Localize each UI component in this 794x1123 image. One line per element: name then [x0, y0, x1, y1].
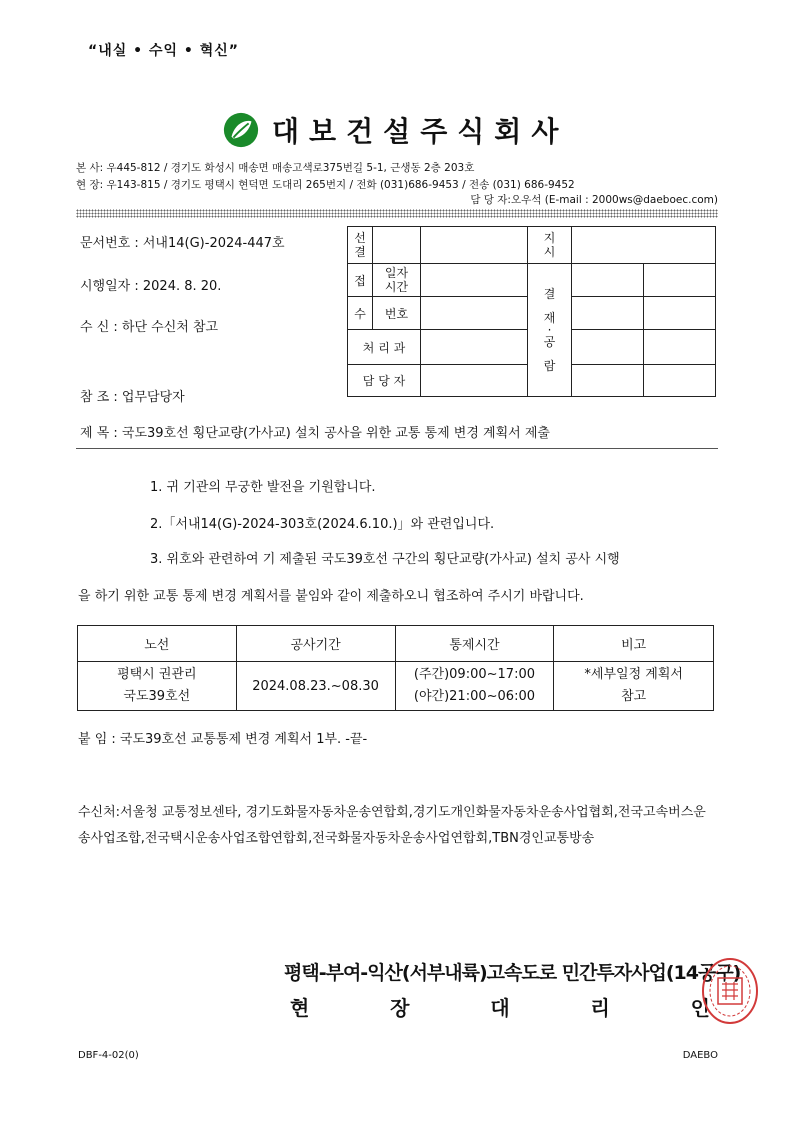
- gyeoljae-cell: [572, 365, 644, 397]
- cheori-cell: [421, 330, 528, 365]
- paragraph-2: 2.「서내14(G)-2024-303호(2024.6.10.)」와 관련입니다.: [150, 517, 495, 532]
- sungyeol-cell: [421, 227, 528, 264]
- hq-address: 본 사: 우445-812 / 경기도 화성시 매송면 매송고색로375번길 5-1, 근생동 2층 203호: [76, 162, 475, 174]
- header-note: 비고: [554, 626, 714, 662]
- issuer-char: 대: [490, 996, 510, 1020]
- doc-recipient: 수 신 : 하단 수신처 참고: [80, 320, 219, 335]
- jisi-label: 지 시: [528, 227, 572, 264]
- header-period: 공사기간: [236, 626, 395, 662]
- paragraph-1: 1. 귀 기관의 무궁한 발전을 기원합니다.: [150, 480, 376, 495]
- time-line: (주간)09:00~17:00: [413, 667, 535, 682]
- leaf-logo-icon: [222, 111, 260, 149]
- damdang-label: 담 당 자: [348, 365, 421, 397]
- time-cell: [395, 662, 554, 711]
- su-label: 수: [348, 297, 373, 330]
- approval-table: [347, 226, 716, 397]
- note-cell: [554, 662, 714, 711]
- route-line: 국도39호선: [123, 689, 191, 704]
- doc-number: 문서번호 : 서내14(G)-2024-447호: [80, 236, 285, 251]
- issuer-project: 평택-부여-익산(서부내륙)고속도로 민간투자사업(14공구): [284, 962, 741, 984]
- site-address: 현 장: 우143-815 / 경기도 평택시 현덕면 도대리 265번지 / 전화 (031)686-9453 / 전송 (031) 686-9452: [76, 179, 575, 191]
- note-line: *세부일정 계획서: [584, 667, 683, 682]
- route-cell: [78, 662, 237, 711]
- gyeoljae-cell: [644, 330, 716, 365]
- red-seal-icon: [700, 956, 760, 1026]
- ilja-label: 일자 시간: [373, 264, 421, 297]
- company-header: [222, 110, 568, 150]
- cheori-label: 처 리 과: [348, 330, 421, 365]
- gyeoljae-cell: [644, 365, 716, 397]
- footer-brand: DAEBO: [682, 1050, 718, 1061]
- issuer-char: 현: [290, 996, 310, 1020]
- route-line: 평택시 권관리: [117, 667, 197, 682]
- company-name: 대보건설주식회사: [272, 115, 569, 148]
- jeop-label: 접: [348, 264, 373, 297]
- gyeoljae-cell: [572, 330, 644, 365]
- doc-subject: 제 목 : 국도39호선 횡단교량(가사교) 설치 공사을 위한 교통 통제 변경 계획서 제출: [80, 426, 550, 441]
- attachment-line: 붙 임 : 국도39호선 교통통제 변경 계획서 1부. -끝-: [78, 732, 368, 747]
- dotted-divider: [76, 209, 718, 218]
- gyeoljae-cell: [572, 297, 644, 330]
- gyeoljae-cell: [572, 264, 644, 297]
- issuer-char: 인: [690, 996, 710, 1020]
- issuer-title: [290, 992, 710, 1021]
- period-cell: 2024.08.23.~08.30: [236, 662, 395, 711]
- sungyeol-cell: [373, 227, 421, 264]
- gyeoljae-cell: [644, 297, 716, 330]
- gyeoljae-cell: [644, 264, 716, 297]
- note-line: 참고: [621, 689, 647, 704]
- subject-divider: [76, 448, 718, 449]
- issuer-char: 리: [590, 996, 610, 1020]
- paragraph-3-cont: 을 하기 위한 교통 통제 변경 계획서를 붙임와 같이 제출하오니 협조하여 주시기 바랍니다.: [78, 589, 584, 604]
- sungyeol-label: 선 결: [348, 227, 373, 264]
- doc-reference: 참 조 : 업무담당자: [80, 390, 185, 405]
- issuer-char: 장: [390, 996, 410, 1020]
- schedule-table: [77, 625, 714, 711]
- header-time: 통제시간: [395, 626, 554, 662]
- contact-line: 담 당 자:오우석 (E-mail : 2000ws@daeboec.com): [470, 194, 718, 206]
- doc-date: 시행일자 : 2024. 8. 20.: [80, 279, 222, 294]
- jisi-cell: [572, 227, 716, 264]
- recipient-list: 수신처:서울청 교통정보센타, 경기도화물자동차운송연합회,경기도개인화물자동차운송사업협회,전국고속버스운송사업조합,전국택시운송사업조합연합회,전국화물자동차운송사업연합회,TBN경인교통방송: [78, 805, 706, 846]
- paragraph-3: 3. 위호와 관련하여 기 제출된 국도39호선 구간의 횡단교량(가사교) 설치 공사 시행: [150, 552, 620, 567]
- beonho-cell: [421, 297, 528, 330]
- motto: “내실 • 수익 • 혁신”: [88, 43, 239, 59]
- gyeoljae-label: 결 재 · 공 람: [528, 264, 572, 397]
- ilja-cell: [421, 264, 528, 297]
- footer-code: DBF-4-02(0): [78, 1050, 139, 1061]
- beonho-label: 번호: [373, 297, 421, 330]
- damdang-cell: [421, 365, 528, 397]
- time-line: (야간)21:00~06:00: [413, 689, 535, 704]
- header-route: 노선: [78, 626, 237, 662]
